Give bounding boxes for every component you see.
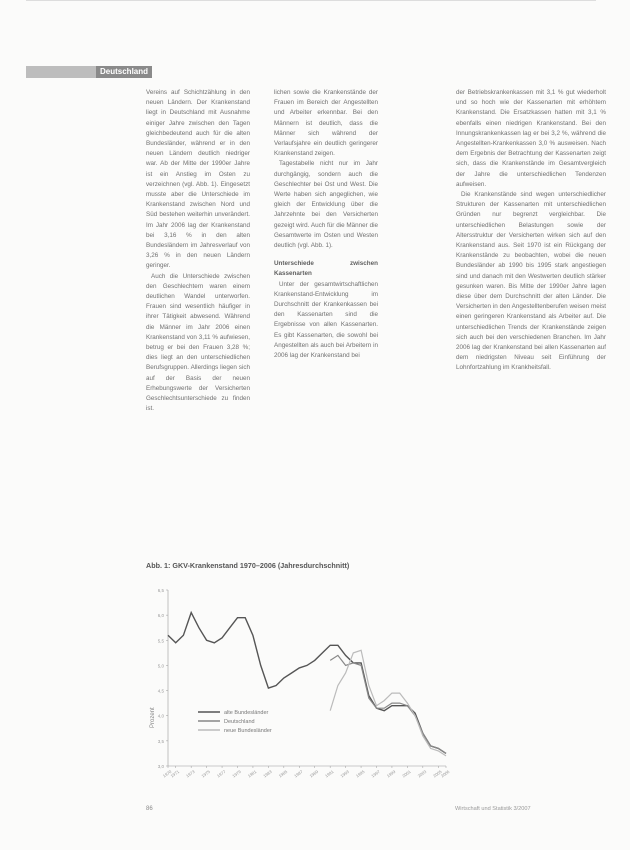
x-tick-label: 1989 bbox=[308, 769, 320, 779]
x-tick-label: 1977 bbox=[215, 769, 227, 779]
y-tick-label: 5,5 bbox=[157, 638, 164, 644]
x-tick-label: 1997 bbox=[370, 769, 381, 779]
x-tick-label: 1985 bbox=[277, 769, 289, 779]
page-number: 86 bbox=[146, 806, 153, 812]
x-tick-label: 1973 bbox=[185, 769, 196, 779]
x-tick-label: 1987 bbox=[293, 769, 304, 779]
x-tick-label: 1991 bbox=[324, 769, 335, 779]
x-tick-label: 1981 bbox=[246, 769, 258, 779]
line-chart bbox=[146, 576, 454, 788]
subheading: Unterschiede zwischen Kassenarten bbox=[274, 260, 378, 278]
series-line-neue-bundeslnder bbox=[330, 650, 446, 756]
paragraph: Unter der gesamtwirtschaftlichen Krankenstand-Entwicklung im Durchschnitt der Krankenkassen bei den Kassenarten sind die Ergebnisse von allen Kassenarten. Es gibt Kassenarten, die sowohl bei Angestellten als auch bei Arbeitern in 2006 lag der Krankenstand bei bbox=[274, 280, 378, 360]
y-tick-label: 6,0 bbox=[157, 613, 164, 619]
x-tick-label: 1979 bbox=[231, 769, 242, 779]
text-column-1 bbox=[146, 88, 250, 415]
text-column-2 bbox=[274, 88, 378, 361]
x-tick-label: 1971 bbox=[169, 769, 181, 779]
legend-label: neue Bundesländer bbox=[224, 728, 272, 734]
x-tick-label: 2005 bbox=[432, 769, 443, 779]
chart-container bbox=[146, 576, 454, 788]
x-tick-label: 2003 bbox=[416, 769, 428, 779]
x-tick-label: 1975 bbox=[200, 769, 212, 779]
journal-footer: Wirtschaft und Statistik 3/2007 bbox=[455, 806, 531, 812]
y-axis-label: Prozent bbox=[150, 707, 156, 728]
y-tick-label: 3,0 bbox=[157, 764, 164, 769]
paragraph: der Betriebskrankenkassen mit 3,1 % gut wiederholt und so hoch wie der Kassenarten mit erhöhtem Krankenstand. Die Ersatzkassen hatten mit 3,1 % ebenfalls einen niedrigen Krankenstand. Bei den Innungskrankenkassen lag er bei 3,2 %, während die Angestellten-Krankenkassen 3,0 % ausweisen. Nach dem Ergebnis der Betrachtung der Kassenarten zeigt sich, dass die Krankenstände im Gesamtvergleich der Jahre die unterschiedlichen Tendenzen aufweisen. bbox=[456, 89, 606, 188]
series-line-deutschland bbox=[330, 655, 446, 753]
legend-label: alte Bundesländer bbox=[224, 710, 269, 716]
paragraph: Vereins auf Schichtzählung in den neuen Ländern. Der Krankenstand liegt in Deutschland mit Ausnahme einiger Jahre zwischen den Tagen gleichbedeutend auch für die alten Bundesländer, während er in den neuen Ländern deutlich niedriger war. Ab der Mitte der 1990er Jahre ist ein Anstieg im Osten zu verzeichnen (vgl. Abb. 1). Eingesetzt musste aber die Unterschiede im Krankenstand zwischen Nord und Süd bestehen weiterhin unverändert. Im Jahr 2006 lag der Krankenstand bei 3,16 % in den alten Bundesländern im Jahresverlauf von 3,26 % in den neuen Ländern geringer. bbox=[146, 89, 250, 270]
x-tick-label: 1983 bbox=[262, 769, 273, 779]
paragraph: lichen sowie die Krankenstände der Frauen im Bereich der Angestellten und Arbeiter erkennbar. Bei den Männern ist deutlich, dass die Männer sich während der Verlaufsjahre ein deutlich geringerer Krankenstand zeigen. bbox=[274, 89, 378, 158]
legend-label: Deutschland bbox=[224, 719, 255, 725]
paragraph: Auch die Unterschiede zwischen den Geschlechtern waren einem deutlichen Wandel unterworfen. Frauen sind wesentlich häufiger in ihrer Tätigkeit abwesend. Während die Männer im Jahr 2006 einen Krankenstand von 3,11 % aufwiesen, betrug er bei den Frauen 3,28 %; dies liegt an den unterschiedlichen Berufsgruppen. Allerdings liegen sich auf der Basis der neuen Erhebungswerte der Versicherten Geschlechtsunterschiede zu finden ist. bbox=[146, 272, 250, 413]
section-label: Deutschland bbox=[96, 66, 152, 78]
section-tab-bar bbox=[26, 66, 96, 78]
paragraph: Tagestabelle nicht nur im Jahr durchgängig, sondern auch die Geschlechter bei Ost und West. Die Werte haben sich angeglichen, wie gleich der Entwicklung über die Jahrzehnte bei den Versicherten gezeigt wird. Auch für die Männer die Gesamtwerte im Osten und Westen deutlich (vgl. Abb. 1). bbox=[274, 160, 378, 250]
y-tick-label: 5,0 bbox=[157, 663, 164, 669]
x-tick-label: 2001 bbox=[401, 769, 412, 779]
x-tick-label: 1993 bbox=[339, 769, 351, 779]
y-tick-label: 4,5 bbox=[157, 688, 164, 694]
series-line-alte-bundeslnder bbox=[168, 613, 446, 754]
x-tick-label: 1999 bbox=[385, 769, 397, 779]
paragraph: Die Krankenstände sind wegen unterschiedlicher Strukturen der Kassenarten mit unterschiedlichen Gründen nur begrenzt vergleichbar. Die unterschiedlichen Belastungen sowie der Altersstruktur der Versicherten wirken sich auf den Krankenstand aus. Seit 1970 ist ein Rückgang der Krankenstände zu beobachten, wobei die neuen Bundesländer ab 1990 bis 1995 stark angestiegen sind und danach mit den Westwerten deutlich stärker gesunken waren. Bis Mitte der 1990er Jahre lagen diese über dem Durchschnitt der alten Länder. Die Versicherten in den Angestelltenberufen weisen meist einen geringeren Krankenstand als Arbeiter auf. Die unterschiedlichen Trends der Krankenstände zeigen sich auch bei den verschiedenen Branchen. Im Jahr 2006 lag der Krankenstand bei allen Kassenarten auf dem niedrigsten Niveau seit Einführung der Lohnfortzahlung im Krankheitsfall. bbox=[456, 191, 606, 372]
y-tick-label: 3,5 bbox=[157, 738, 164, 744]
x-tick-label: 1995 bbox=[354, 769, 366, 779]
top-rule bbox=[26, 0, 596, 1]
y-tick-label: 6,5 bbox=[157, 588, 164, 593]
x-tick-label: 2006 bbox=[439, 769, 451, 779]
x-tick-label: 1970 bbox=[161, 769, 173, 779]
y-tick-label: 4,0 bbox=[157, 713, 164, 719]
text-column-3 bbox=[456, 88, 606, 374]
figure-caption: Abb. 1: GKV-Krankenstand 1970–2006 (Jahresdurchschnitt) bbox=[146, 561, 350, 570]
